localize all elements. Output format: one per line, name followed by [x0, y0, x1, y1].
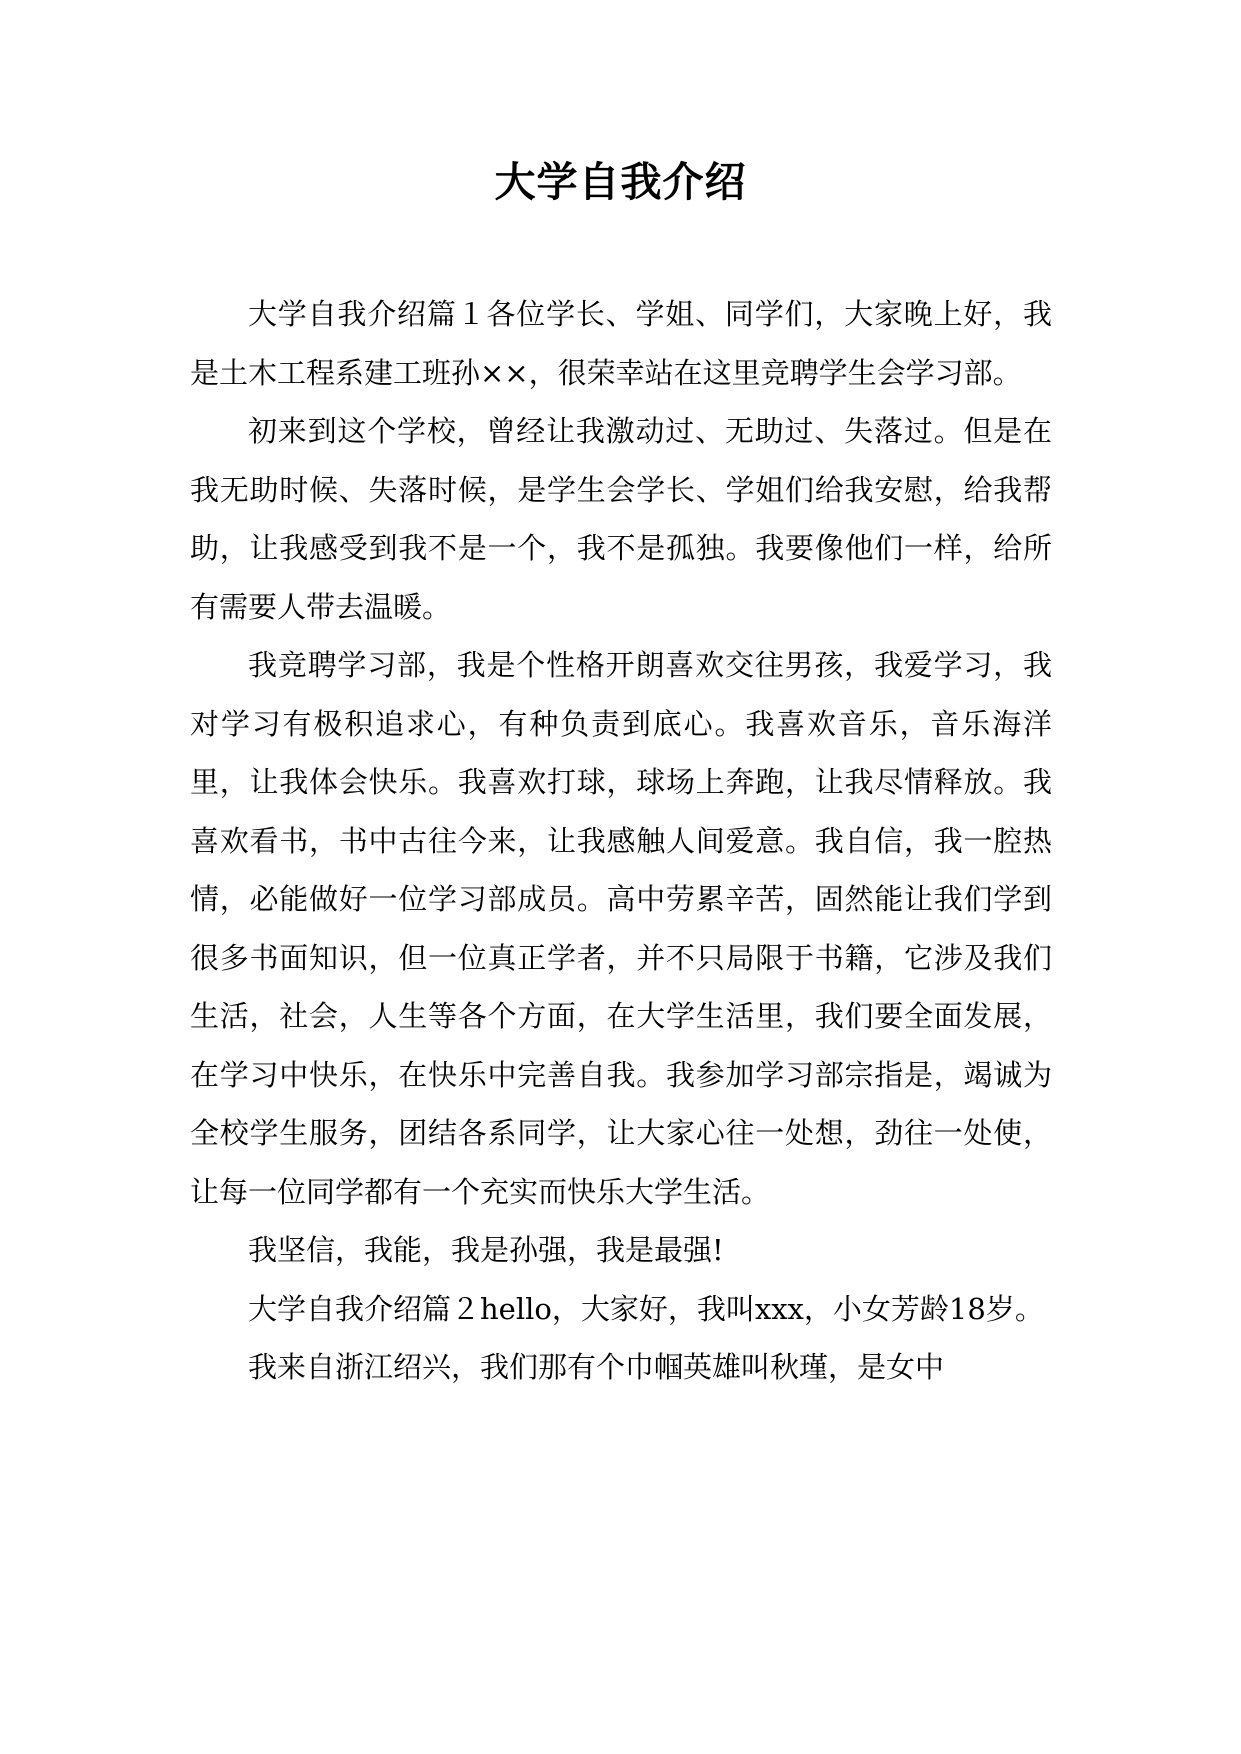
page-title: 大学自我介绍 [494, 158, 747, 206]
document-body [190, 285, 1052, 1397]
paragraph: 我坚信，我能，我是孙强，我是最强! [248, 1233, 724, 1267]
paragraph: 我来自浙江绍兴，我们那有个巾帼英雄叫秋瑾，是女中 [248, 1350, 945, 1384]
paragraph: 我竞聘学习部，我是个性格开朗喜欢交往男孩，我爱学习，我对学习有极积追求心，有种负责到底心。我喜欢音乐，音乐海洋里，让我体会快乐。我喜欢打球，球场上奔跑，让我尽情释放。我喜欢看书，书中古往今来，让我感触人间爱意。我自信，我一腔热情，必能做好一位学习部成员。高中劳累辛苦，固然能让我们学到很多书面知识，但一位真正学者，并不只局限于书籍，它涉及我们生活，社会，人生等各个方面，在大学生活里，我们要全面发展，在学习中快乐，在快乐中完善自我。我参加学习部宗指是，竭诚为全校学生服务，团结各系同学，让大家心往一处想，劲往一处使，让每一位同学都有一个充实而快乐大学生活。 [190, 648, 1052, 1209]
paragraph: 大学自我介绍篇１各位学长、学姐、同学们，大家晚上好，我是土木工程系建工班孙××，很荣幸站在这里竞聘学生会学习部。 [190, 297, 1052, 390]
paragraph: 大学自我介绍篇２hello，大家好，我叫xxx，小女芳龄18岁。 [248, 1291, 1044, 1326]
paragraph: 初来到这个学校，曾经让我激动过、无助过、失落过。但是在我无助时候、失落时候，是学生会学长、学姐们给我安慰，给我帮助，让我感受到我不是一个，我不是孤独。我要像他们一样，给所有需要人带去温暖。 [190, 414, 1052, 624]
